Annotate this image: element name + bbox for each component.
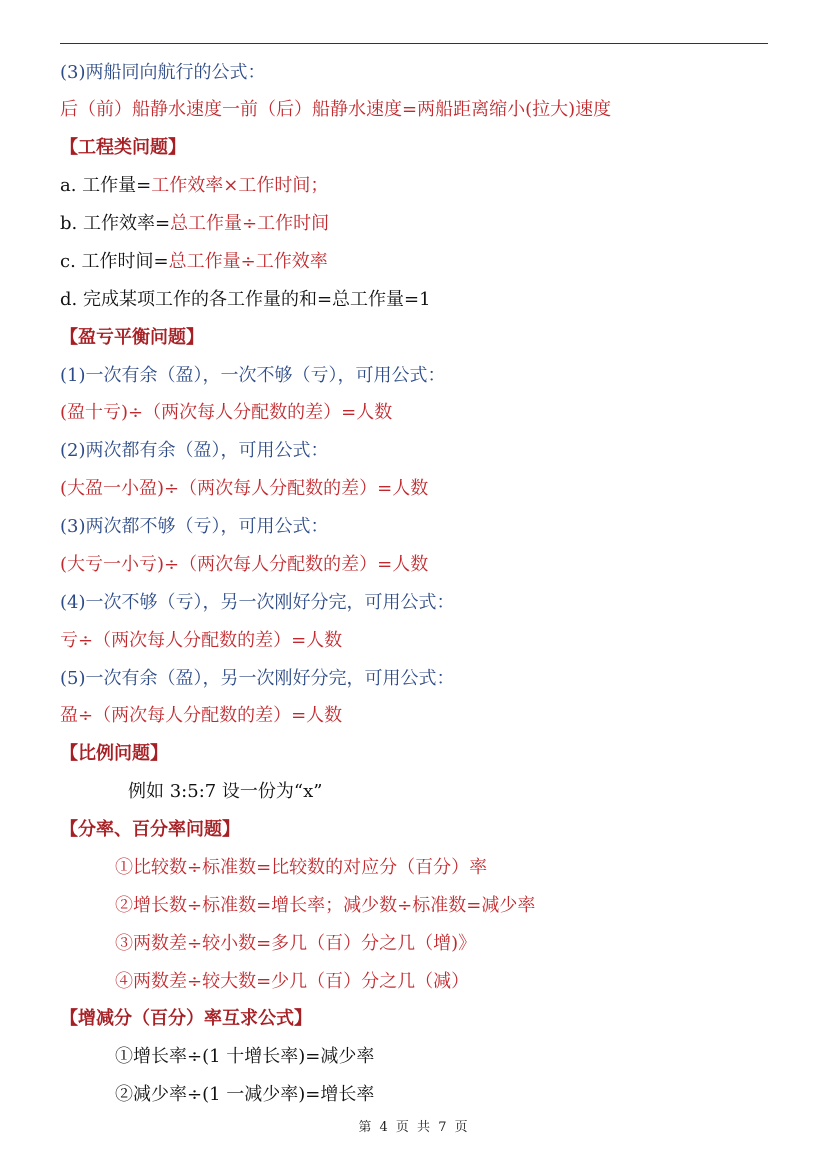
percent-formula: ②增长数÷标准数=增长率；减少数÷标准数=减少率: [115, 895, 536, 916]
work-item-d: d. 完成某项工作的各工作量的和=总工作量=1: [60, 289, 431, 310]
work-item-c-formula: 总工作量÷工作效率: [168, 251, 328, 272]
work-item-b: [60, 212, 329, 236]
ship-formula: 后（前）船静水速度一前（后）船静水速度=两船距离缩小(拉大)速度: [60, 99, 612, 120]
surplus-condition: (1)一次有余（盈），一次不够（亏），可用公式：: [60, 365, 446, 386]
percent-section-title: 【分率、百分率问题】: [60, 819, 240, 840]
surplus-formula: (盈十亏)÷（两次每人分配数的差）=人数: [60, 402, 393, 423]
change-formula: ②减少率÷(1 一减少率)=增长率: [115, 1084, 375, 1105]
work-section-title: 【工程类问题】: [60, 137, 186, 158]
percent-formula: ①比较数÷标准数=比较数的对应分（百分）率: [115, 857, 488, 878]
surplus-formula: (大亏一小亏)÷（两次每人分配数的差）=人数: [60, 554, 429, 575]
work-item-a-formula: 工作效率×工作时间；: [151, 175, 329, 196]
change-formula: ①增长率÷(1 十增长率)=减少率: [115, 1046, 375, 1067]
surplus-condition: (4)一次不够（亏），另一次刚好分完，可用公式：: [60, 592, 455, 613]
surplus-formula: 盈÷（两次每人分配数的差）=人数: [60, 705, 343, 726]
percent-formula: ③两数差÷较小数=多几（百）分之几（增)》: [115, 933, 477, 954]
surplus-section-title: 【盈亏平衡问题】: [60, 327, 204, 348]
surplus-condition: (3)两次都不够（亏），可用公式：: [60, 516, 329, 537]
work-item-b-formula: 总工作量÷工作时间: [170, 213, 330, 234]
ratio-section-title: 【比例问题】: [60, 743, 168, 764]
header-rule: [60, 43, 768, 44]
surplus-condition: (2)两次都有余（盈），可用公式：: [60, 440, 329, 461]
ratio-example: 例如 3:5:7 设一份为“x”: [128, 781, 323, 802]
work-item-c: [60, 250, 328, 274]
work-item-a: [60, 174, 328, 198]
surplus-formula: 亏÷（两次每人分配数的差）=人数: [60, 630, 343, 651]
surplus-condition: (5)一次有余（盈），另一次刚好分完，可用公式：: [60, 668, 455, 689]
surplus-formula: (大盈一小盈)÷（两次每人分配数的差）=人数: [60, 478, 429, 499]
work-item-a-label: a. 工作量=: [60, 175, 152, 196]
page-footer: 第 4 页 共 7 页: [358, 1120, 468, 1135]
work-item-b-label: b. 工作效率=: [60, 213, 171, 234]
change-section-title: 【增减分（百分）率互求公式】: [60, 1008, 312, 1029]
ship-heading: (3)两船同向航行的公式：: [60, 62, 266, 83]
percent-formula: ④两数差÷较大数=少几（百）分之几（减）: [115, 971, 470, 992]
work-item-c-label: c. 工作时间=: [60, 251, 169, 272]
